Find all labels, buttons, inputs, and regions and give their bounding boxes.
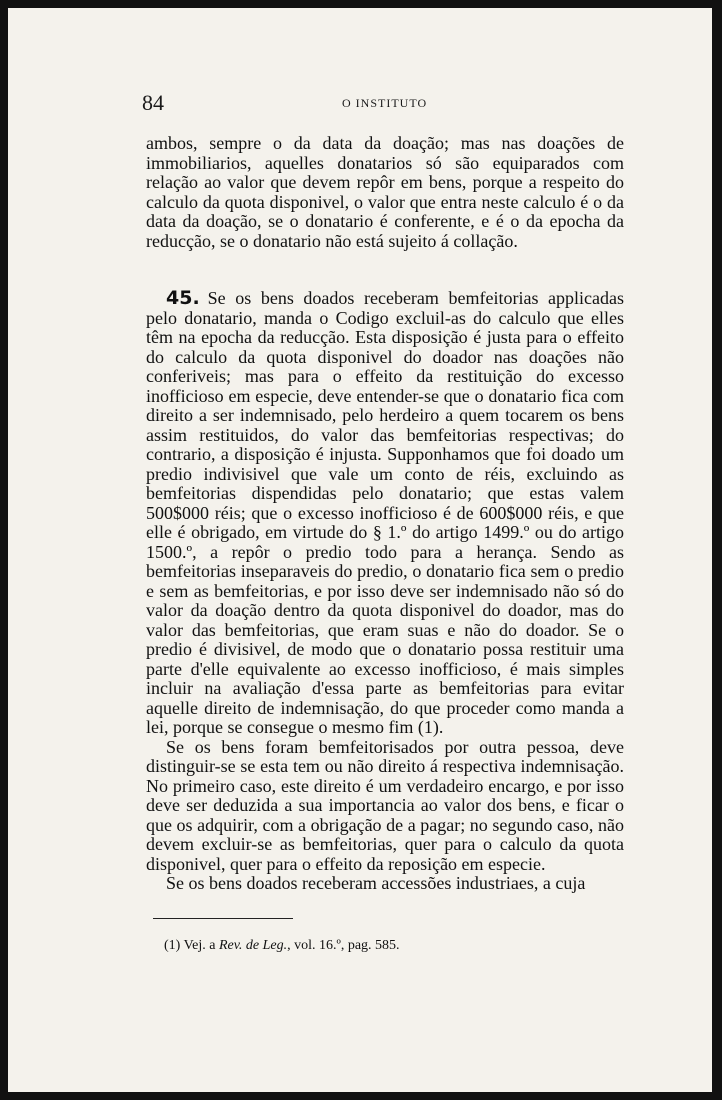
footnote-rule	[153, 918, 293, 919]
paragraph-4: Se os bens doados receberam accessões industriaes, a cuja	[166, 873, 586, 893]
footnote	[164, 938, 604, 954]
paragraph-1: ambos, sempre o da data da doação; mas nas doações de immobiliarios, aquelles donatarios só são equiparados com relação ao valor que devem repôr em bens, porque a respeito do calculo da quota disponivel, o valor que entra neste calculo é o da data da doação, se o donatario é conferente, e é o da epocha da reducção, se o donatario não está sujeito á collação.	[146, 133, 624, 251]
document-page	[8, 8, 712, 1092]
footnote-rest: , vol. 16.º, pag. 585.	[287, 938, 400, 953]
running-head: O INSTITUTO	[342, 96, 428, 110]
footnote-source: Rev. de Leg.	[218, 938, 288, 953]
section-number: 45.	[166, 287, 200, 309]
paragraph-3: Se os bens foram bemfeitorisados por outra pessoa, deve distinguir-se se esta tem ou não direito á respectiva indemnisação. No primeiro caso, este direito é um verdadeiro encargo, e por isso deve ser deduzida a sua importancia ao valor dos bens, e ficar o que os adquirir, com a obrigação de a pagar; no segundo caso, não devem excluir-se as bemfeitorias, quer para o calculo da quota disponivel, quer para o effeito da reposição em especie.	[146, 736, 624, 874]
body-text	[146, 134, 624, 894]
paragraph-2	[146, 289, 624, 738]
page-header	[8, 90, 712, 114]
paragraph-2-text: Se os bens doados receberam bemfeitorias applicadas pelo donatario, manda o Codigo excluil-as do calculo que elles têm na epocha da reducção. Esta disposição é justa para o effeito do calculo da quota disponivel do doador nas doações não conferiveis; mas para o effeito da restituição do excesso inofficioso em especie, deve entender-se que o donatario fica com direito a ser indemnisado, pelo herdeiro a quem tocarem os bens assim restituidos, do valor das bemfeitorias respectivas; do contrario, a disposição é injusta. Supponhamos que foi doado um predio indivisivel que vale um conto de réis, excluindo as bemfeitorias dispendidas pelo donatario; que estas valem 500$000 réis; que o excesso inofficioso é de 600$000 réis, e que elle é obrigado, em virtude do § 1.º do artigo 1499.º ou do artigo 1500.º, a repôr o predio todo para a herança. Sendo as bemfeitorias inseparaveis do predio, o donatario fica sem o predio e sem as bemfeitorias, e por isso deve ser indemnisado não só do valor da doação dentro da quota disponivel do doador, mas do valor das bemfeitorias, que eram suas e não do doador. Se o predio é divisivel, de modo que o donatario possa restituir uma parte d'elle equivalente ao excesso inofficioso, é mais simples incluir na avaliação d'essa parte as bemfeitorias para evitar aquelle direito de indemnisação, do que proceder como manda a lei, porque se consegue o mesmo fim (1).	[146, 288, 624, 737]
page-number: 84	[142, 90, 164, 115]
footnote-marker: (1) Vej. a	[164, 938, 219, 953]
